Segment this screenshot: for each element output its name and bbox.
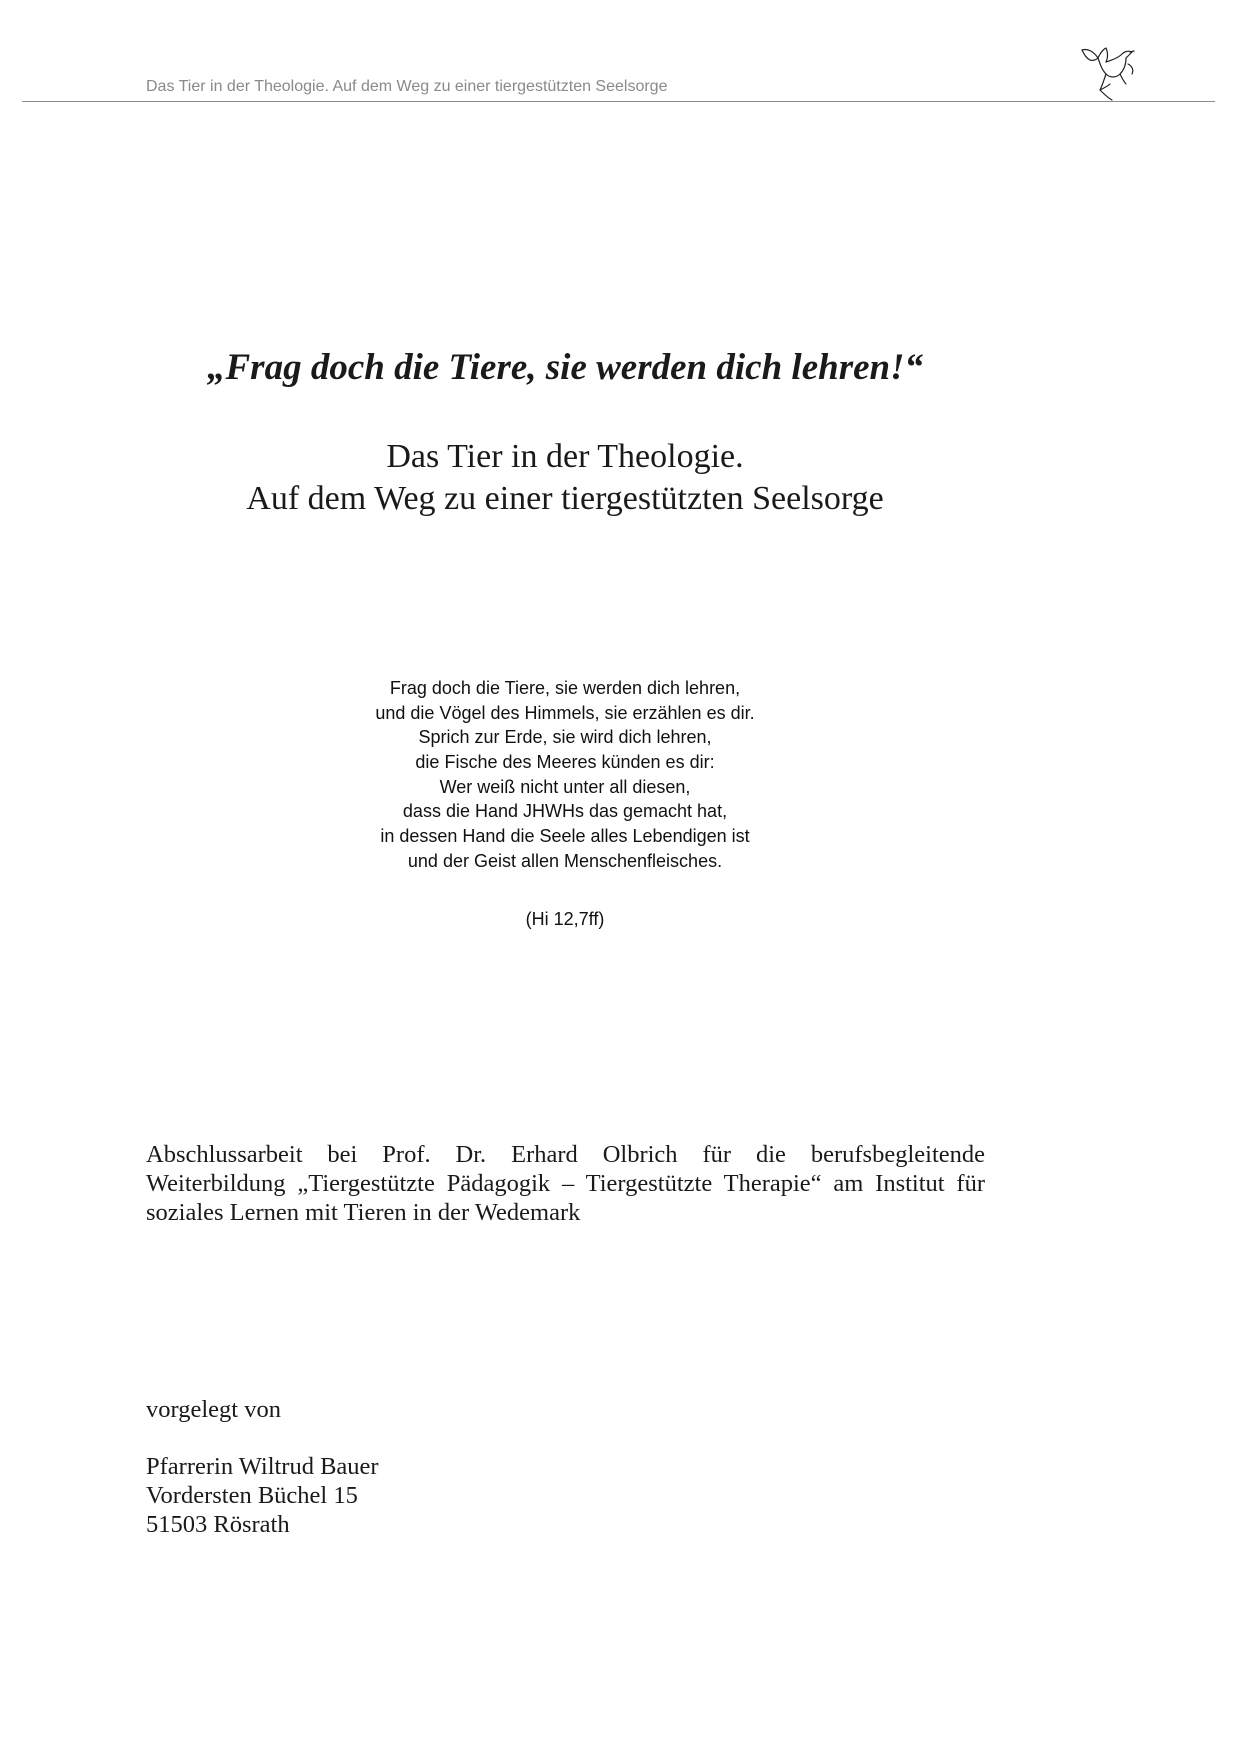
- thesis-line: Weiterbildung „Tiergestützte Pädagogik – Tiergestützte Therapie“ am Institut für: [146, 1170, 985, 1197]
- verse-line: Sprich zur Erde, sie wird dich lehren,: [418, 727, 712, 748]
- verse-line: die Fische des Meeres künden es dir:: [415, 752, 715, 773]
- verse-line: und die Vögel des Himmels, sie erzählen es dir.: [375, 702, 755, 723]
- author-street: Vordersten Büchel 15: [146, 1482, 358, 1509]
- verse-line: Frag doch die Tiere, sie werden dich lehren,: [389, 678, 741, 698]
- verse-reference: (Hi 12,7ff): [525, 909, 605, 929]
- bible-verse: [0, 676, 1130, 874]
- author-city: 51503 Rösrath: [146, 1511, 290, 1538]
- author-name: Pfarrerin Wiltrud Bauer: [146, 1453, 379, 1480]
- dove-icon: [1078, 44, 1138, 102]
- thesis-description: [146, 1140, 985, 1227]
- header-divider: [22, 101, 1215, 102]
- verse-line: dass die Hand JHWHs das gemacht hat,: [402, 801, 728, 822]
- running-title: Das Tier in der Theologie. Auf dem Weg zu einer tiergestützten Seelsorge: [146, 78, 668, 95]
- presented-by-label: vorgelegt von: [146, 1396, 281, 1423]
- subtitle-line-2: Auf dem Weg zu einer tiergestützten Seelsorge: [246, 480, 884, 517]
- thesis-line: Abschlussarbeit bei Prof. Dr. Erhard Olbrich für die berufsbegleitende: [146, 1141, 985, 1168]
- thesis-line: soziales Lernen mit Tieren in der Wedemark: [146, 1199, 581, 1226]
- verse-line: Wer weiß nicht unter all diesen,: [439, 776, 691, 797]
- main-title: „Frag doch die Tiere, sie werden dich lehren!“: [207, 347, 923, 388]
- verse-line: und der Geist allen Menschenfleisches.: [407, 850, 723, 871]
- subtitle-line-1: Das Tier in der Theologie.: [386, 438, 744, 475]
- verse-line: in dessen Hand die Seele alles Lebendigen ist: [380, 826, 750, 847]
- author-address: [146, 1452, 379, 1539]
